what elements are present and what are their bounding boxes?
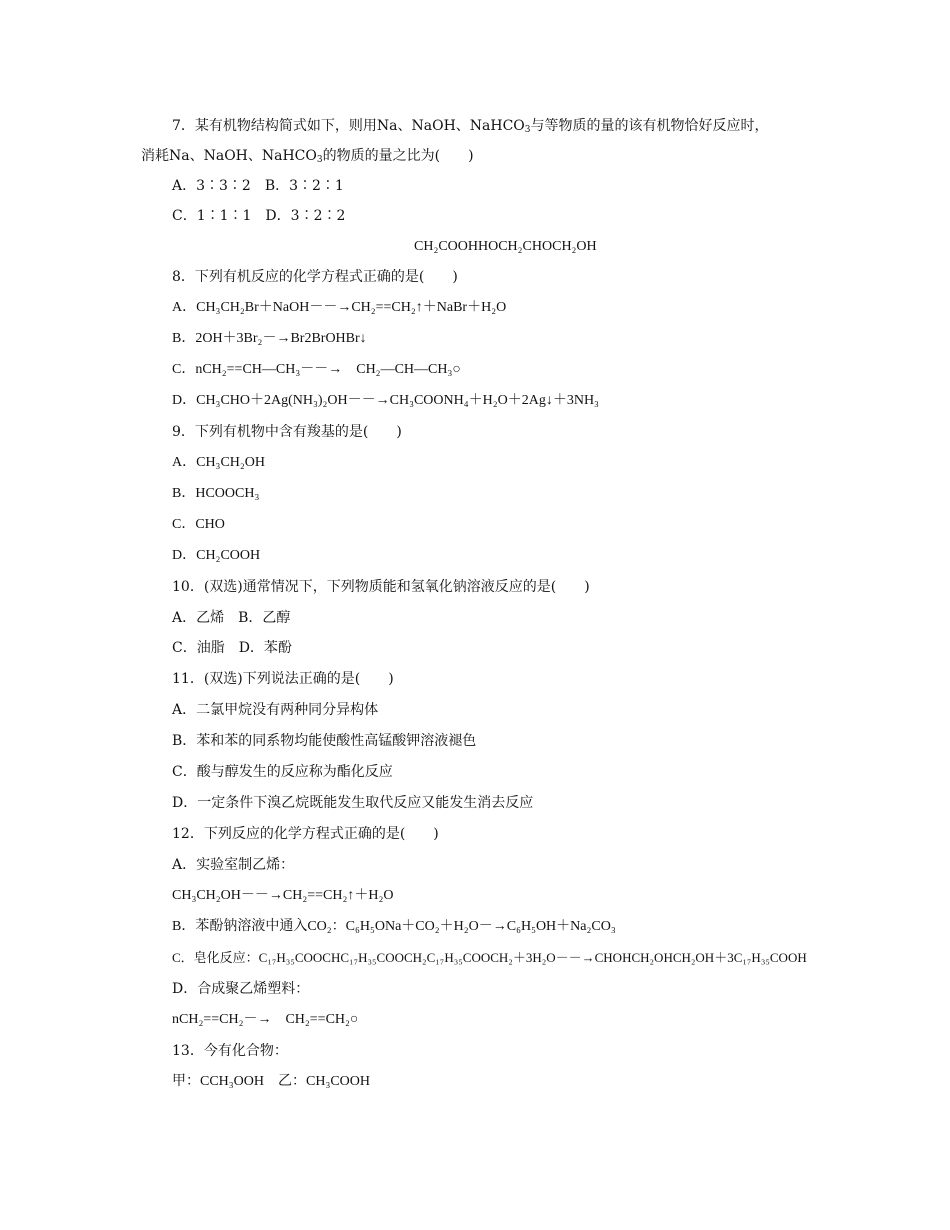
q7-stem-line2: 消耗Na、NaOH、NaHCO$_3$的物质的量之比为( ) xyxy=(141,148,474,165)
q8-option-a: A．CH₃CH₂Br＋NaOH－－→CH₂==CH₂↑＋NaBr＋H₂O xyxy=(172,300,507,315)
q12-option-a-equation: CH₃CH₂OH－－→CH₂==CH₂↑＋H₂O xyxy=(172,888,394,903)
q10-stem: 10．(双选)通常情况下，下列物质能和氢氧化钠溶液反应的是( ) xyxy=(172,579,590,595)
q8-option-d: D．CH₃CHO＋2Ag(NH₃)₂OH－－→CH₃COONH₄＋H₂O＋2Ag↓＋3NH₃ xyxy=(172,393,599,408)
q11-option-c: C．酸与醇发生的反应称为酯化反应 xyxy=(172,764,393,780)
q8-option-b: B．2OH＋3Br₂－→Br2BrOHBr↓ xyxy=(172,331,367,346)
q12-stem: 12．下列反应的化学方程式正确的是( ) xyxy=(172,826,439,842)
q9-stem: 9．下列有机物中含有羧基的是( ) xyxy=(172,424,402,440)
q11-stem: 11．(双选)下列说法正确的是( ) xyxy=(172,671,394,687)
q11-option-a: A．二氯甲烷没有两种同分异构体 xyxy=(172,702,379,718)
q9-option-d: D．CH₂COOH xyxy=(172,548,261,563)
q10-options-ab: A．乙烯 B．乙醇 xyxy=(172,610,291,626)
q13-stem: 13．今有化合物： xyxy=(172,1043,288,1059)
q9-option-c: C．CHO xyxy=(172,517,225,532)
q8-option-c: C．nCH₂==CH—CH₃－－→ CH₂—CH—CH₃○ xyxy=(172,362,461,377)
q7-structure: CH₂COOHHOCH₂CHOCH₂OH xyxy=(414,239,597,254)
q12-option-c: C．皂化反应：C₁₇H₃₅COOCHC₁₇H₃₅COOCH₂C₁₇H₃₅COOCH₂＋3H₂O－－→CHOHCH₂OHCH₂OH＋3C₁₇H₃₅COOH xyxy=(172,950,807,965)
q13-compounds: 甲：CCH₃OOH 乙：CH₃COOH xyxy=(172,1074,370,1089)
q11-option-d: D．一定条件下溴乙烷既能发生取代反应又能发生消去反应 xyxy=(172,795,534,811)
q7-options-ab: A．3∶3∶2 B．3∶2∶1 xyxy=(172,178,344,194)
q7-options-cd: C．1∶1∶1 D．3∶2∶2 xyxy=(172,208,346,224)
q12-option-a-label: A．实验室制乙烯： xyxy=(172,857,295,873)
q7-stem-line1: 7．某有机物结构简式如下，则用Na、NaOH、NaHCO$_3$与等物质的量的该有机物恰好反应时， xyxy=(172,118,769,135)
q12-option-d-equation: nCH₂==CH₂－→ CH₂==CH₂○ xyxy=(172,1012,359,1027)
q10-options-cd: C．油脂 D．苯酚 xyxy=(172,640,292,656)
q8-stem: 8．下列有机反应的化学方程式正确的是( ) xyxy=(172,269,458,285)
q11-option-b: B．苯和苯的同系物均能使酸性高锰酸钾溶液褪色 xyxy=(172,733,477,749)
q9-option-b: B．HCOOCH₃ xyxy=(172,486,260,501)
q9-option-a: A．CH₃CH₂OH xyxy=(172,455,265,470)
q12-option-d-label: D．合成聚乙烯塑料： xyxy=(172,981,310,997)
q12-option-b: B．苯酚钠溶液中通入CO₂：C₆H₅ONa＋CO₂＋H₂O－→C₆H₅OH＋Na₂CO₃ xyxy=(172,919,616,934)
